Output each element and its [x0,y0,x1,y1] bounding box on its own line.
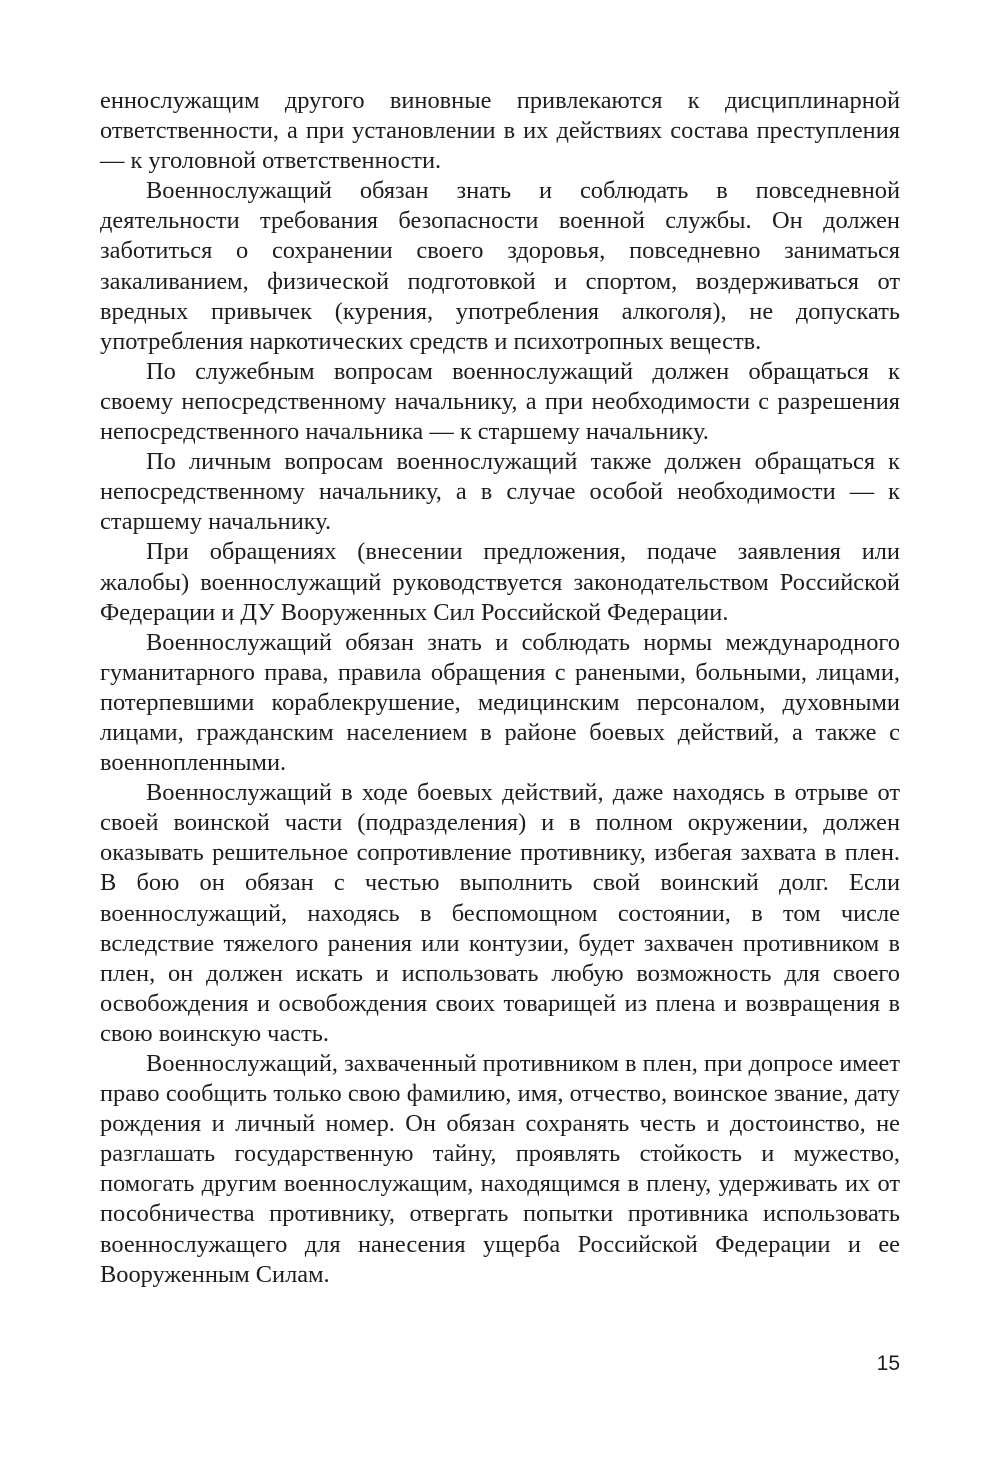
paragraph-4: По личным вопросам военнослужащий также должен обращаться к непосредственному начальнику, а в случае особой необходимости — к старшему начальнику. [100,448,900,536]
paragraph-3: По служебным вопросам военнослужащий должен обращаться к своему непосредственному начальнику, а при необходимости с разрешения непосредственного начальника — к старшему начальнику. [100,357,900,446]
body-text [100,86,900,1290]
paragraph-8: Военнослужащий, захваченный противником в плен, при допросе имеет право сообщить только свою фамилию, имя, отчество, воинское звание, дату рождения и личный номер. Он обязан сохранять честь и достоинство, не разглашать государственную тайну, проявлять стойкость и мужество, помогать другим военнослужащим, находящимся в плену, удерживать их от пособничества противнику, отвергать попытки противника использовать военнослужащего для нанесения ущерба Российской Федерации и ее Вооруженным Силам. [100,1050,900,1288]
paragraph-7: Военнослужащий в ходе боевых действий, даже находясь в отрыве от своей воинской части (подразделения) и в полном окружении, должен оказывать решительное сопротивление противнику, избегая захвата в плен. В бою он обязан с честью выполнить свой воинский долг. Если военнослужащий, находясь в беспомощном состоянии, в том числе вследствие тяжелого ранения или контузии, будет захвачен противником в плен, он должен искать и использовать любую возможность для своего освобождения и освобождения своих товарищей из плена и возвращения в свою воинскую часть. [100,779,900,1047]
page-number: 15 [876,1352,900,1375]
paragraph-5: При обращениях (внесении предложения, подаче заявления или жалобы) военнослужащий руководствуется законодательством Российской Федерации и ДУ Вооруженных Сил Российской Федерации. [100,538,900,626]
paragraph-2: Военнослужащий обязан знать и соблюдать в повседневной деятельности требования безопасности военной службы. Он должен заботиться о сохранении своего здоровья, повседневно заниматься закаливанием, физической подготовкой и спортом, воздерживаться от вредных привычек (курения, употребления алкоголя), не допускать употребления наркотических средств и психотропных веществ. [100,177,900,355]
paragraph-1: еннослужащим другого виновные привлекаются к дисциплинарной ответственности, а при установлении в их действиях состава преступления — к уголовной ответственности. [100,87,900,175]
paragraph-6: Военнослужащий обязан знать и соблюдать нормы международного гуманитарного права, правила обращения с ранеными, больными, лицами, потерпевшими кораблекрушение, медицинским персоналом, духовными лицами, гражданским населением в районе боевых действий, а также с военнопленными. [100,628,900,777]
